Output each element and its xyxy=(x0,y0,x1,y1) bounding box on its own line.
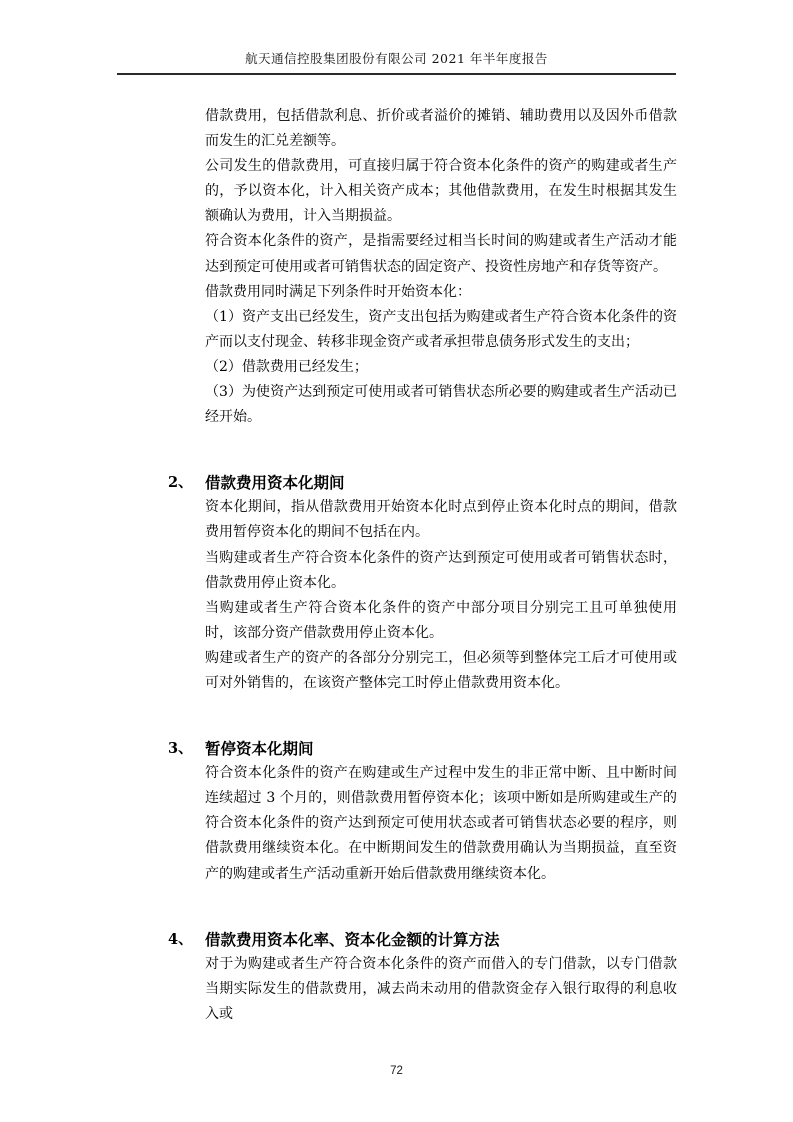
section-suspension-of-capitalization xyxy=(168,736,677,887)
running-header xyxy=(117,51,676,75)
page-number: 72 xyxy=(390,1065,403,1077)
section-title: 借款费用资本化率、资本化金额的计算方法 xyxy=(205,929,500,949)
section-heading xyxy=(168,736,677,761)
paragraph: 公司发生的借款费用，可直接归属于符合资本化条件的资产的购建或者生产的，予以资本化，计入相关资产成本；其他借款费用，在发生时根据其发生额确认为费用，计入当期损益。 xyxy=(205,158,677,225)
section-number: 4、 xyxy=(168,930,193,948)
section-number: 2、 xyxy=(168,474,193,492)
paragraph: 购建或者生产的资产的各部分分别完工，但必须等到整体完工后才可使用或可对外销售的，在该资产整体完工时停止借款费用资本化。 xyxy=(205,649,677,691)
paragraph: 当购建或者生产符合资本化条件的资产中部分项目分别完工且可单独使用时，该部分资产借款费用停止资本化。 xyxy=(205,599,677,641)
paragraph: （2）借款费用已经发生； xyxy=(205,358,368,375)
section-heading xyxy=(168,927,677,952)
paragraph: 对于为购建或者生产符合资本化条件的资产而借入的专门借款，以专门借款当期实际发生的借款费用，减去尚未动用的借款资金存入银行取得的利息收入或 xyxy=(205,955,677,1022)
paragraph: （1）资产支出已经发生，资产支出包括为购建或者生产符合资本化条件的资产而以支付现金、转移非现金资产或者承担带息债务形式发生的支出； xyxy=(205,308,677,350)
paragraph: （3）为使资产达到预定可使用或者可销售状态所必要的购建或者生产活动已经开始。 xyxy=(205,384,677,426)
section-number: 3、 xyxy=(168,740,193,758)
section-title: 暂停资本化期间 xyxy=(205,739,314,759)
section-capitalization-rate-calculation xyxy=(168,927,677,1027)
report-title: 航天通信控股集团股份有限公司 2021 年半年度报告 xyxy=(245,51,548,66)
section-borrowing-cost-capitalization-period xyxy=(168,470,677,696)
section-title: 借款费用资本化期间 xyxy=(205,473,345,493)
paragraph: 符合资本化条件的资产，是指需要经过相当长时间的购建或者生产活动才能达到预定可使用或者可销售状态的固定资产、投资性房地产和存货等资产。 xyxy=(205,233,677,275)
paragraph: 借款费用同时满足下列条件时开始资本化： xyxy=(205,283,471,300)
paragraph: 符合资本化条件的资产在购建或生产过程中发生的非正常中断、且中断时间连续超过 3 个月的，则借款费用暂停资本化；该项中断如是所购建或生产的符合资本化条件的资产达到预定可使用状态或者可销售状态必要的程序，则借款费用继续资本化。在中断期间发生的借款费用确认为当期损益，直至资产的购建或者生产活动重新开始后借款费用继续资本化。 xyxy=(205,765,677,882)
paragraph: 资本化期间，指从借款费用开始资本化时点到停止资本化时点的期间，借款费用暂停资本化的期间不包括在内。 xyxy=(205,499,677,541)
section-heading xyxy=(168,470,677,495)
paragraph: 借款费用，包括借款利息、折价或者溢价的摊销、辅助费用以及因外币借款而发生的汇兑差额等。 xyxy=(205,108,677,150)
page-content xyxy=(168,104,677,1027)
paragraph: 当购建或者生产符合资本化条件的资产达到预定可使用或者可销售状态时，借款费用停止资本化。 xyxy=(205,549,677,591)
